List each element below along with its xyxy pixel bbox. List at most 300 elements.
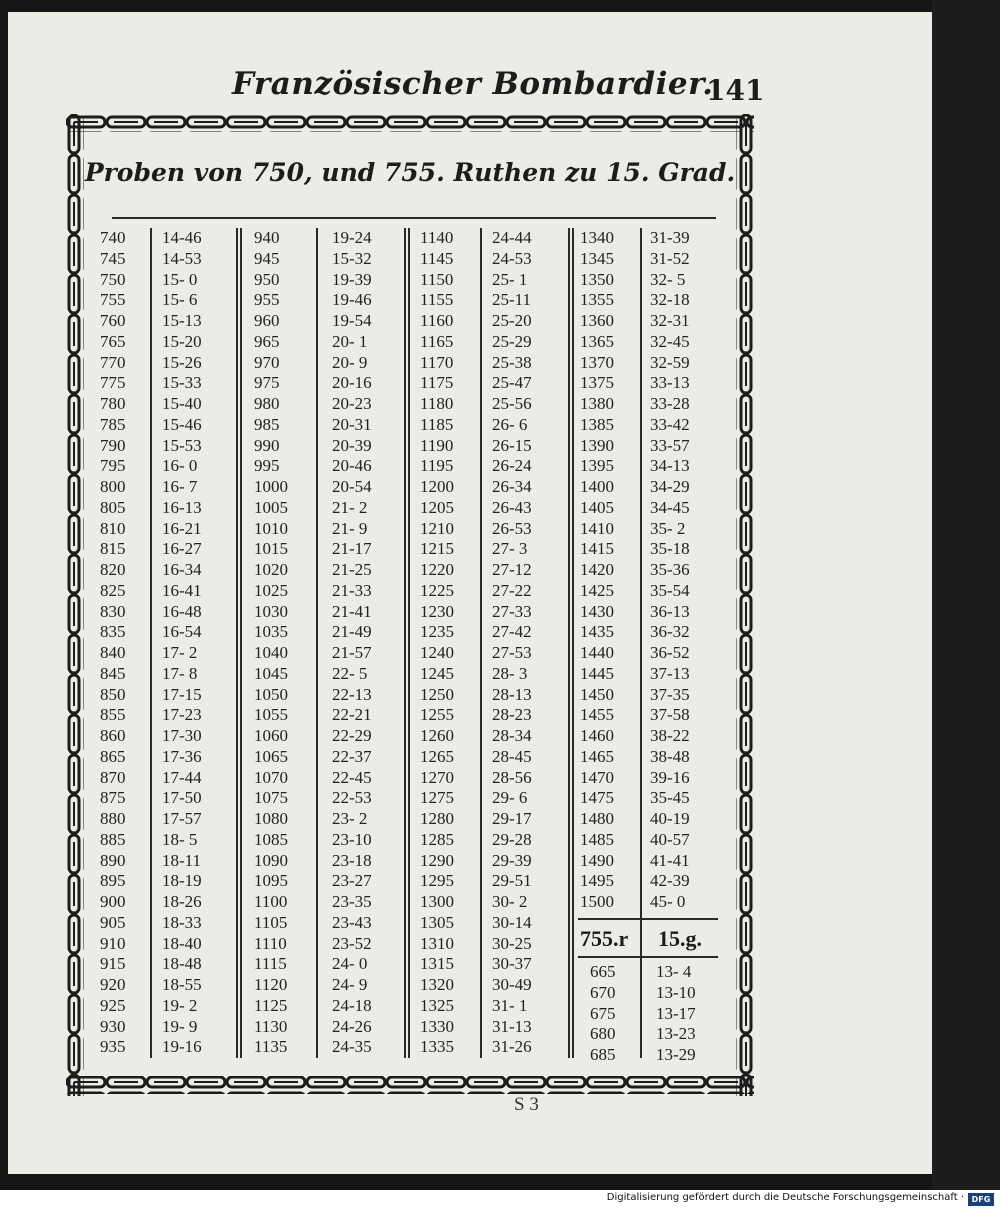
table-row xyxy=(254,456,372,477)
table-row xyxy=(580,602,690,623)
grad-minuten-value: 42-39 xyxy=(650,871,690,891)
grad-minuten-value: 21-25 xyxy=(332,560,372,579)
grad-minuten-value: 35-54 xyxy=(650,580,690,600)
grad-minuten-value: 15-40 xyxy=(162,394,202,413)
table-row xyxy=(420,892,532,913)
table-row xyxy=(100,1017,202,1038)
grad-minuten-value: 22-53 xyxy=(332,788,372,808)
ruthen-value: 1205 xyxy=(420,497,454,517)
grad-minuten-value: 13-23 xyxy=(656,1024,696,1044)
ruthen-value: 1165 xyxy=(420,331,454,351)
ruthen-value: 795 xyxy=(100,456,126,476)
grad-minuten-value: 23-43 xyxy=(332,912,372,932)
ruthen-value: 1270 xyxy=(420,767,454,787)
grad-minuten-value: 31-52 xyxy=(650,248,690,268)
ruthen-value: 1110 xyxy=(254,933,287,953)
grad-minuten-value: 21-41 xyxy=(332,601,372,621)
grad-minuten-value: 26-53 xyxy=(492,518,532,538)
table-row xyxy=(420,996,532,1017)
table-row xyxy=(254,871,372,892)
table-row xyxy=(254,996,372,1017)
grad-minuten-value: 25- 1 xyxy=(492,269,528,289)
signature-mark: S 3 xyxy=(514,1094,539,1115)
grad-minuten-value: 25-56 xyxy=(492,394,532,413)
grad-minuten-value: 40-57 xyxy=(650,829,690,849)
grad-minuten-value: 16-54 xyxy=(162,622,202,642)
ruthen-value: 1045 xyxy=(254,663,288,683)
table-row xyxy=(420,290,532,311)
grad-minuten-value: 20-23 xyxy=(332,394,372,413)
grad-minuten-value: 21-57 xyxy=(332,643,372,662)
column-divider xyxy=(568,228,570,1058)
grad-minuten-value: 19- 2 xyxy=(162,995,198,1015)
ruthen-value: 1290 xyxy=(420,850,454,870)
grad-minuten-value: 19- 9 xyxy=(162,1016,198,1036)
ruthen-value: 970 xyxy=(254,352,280,372)
column-divider xyxy=(572,228,574,1058)
ruthen-value: 1025 xyxy=(254,580,288,600)
table-row xyxy=(580,871,690,892)
grad-minuten-value: 21-33 xyxy=(332,580,372,600)
grad-minuten-value: 30-14 xyxy=(492,912,532,932)
table-row xyxy=(254,290,372,311)
table-row xyxy=(580,373,690,394)
ruthen-value: 680 xyxy=(590,1024,616,1044)
ruthen-value: 1100 xyxy=(254,892,288,911)
grad-minuten-value: 15-13 xyxy=(162,311,202,330)
grad-minuten-value: 19-54 xyxy=(332,311,372,330)
grad-minuten-value: 19-46 xyxy=(332,290,372,310)
grad-minuten-value: 18-40 xyxy=(162,933,202,953)
ruthen-value: 765 xyxy=(100,331,126,351)
table-row xyxy=(580,456,690,477)
ruthen-value: 1075 xyxy=(254,788,288,808)
table-row xyxy=(254,622,372,643)
ruthen-value: 790 xyxy=(100,435,126,455)
ruthen-value: 805 xyxy=(100,497,126,517)
ruthen-value: 920 xyxy=(100,975,126,994)
ruthen-value: 1460 xyxy=(580,726,614,745)
ruthen-value: 815 xyxy=(100,539,126,559)
grad-minuten-value: 35- 2 xyxy=(650,518,686,538)
table-row xyxy=(580,311,690,332)
ruthen-value: 1305 xyxy=(420,912,454,932)
table-row xyxy=(580,539,690,560)
ruthen-value: 1385 xyxy=(580,414,614,434)
table-row xyxy=(580,685,690,706)
ruthen-value: 800 xyxy=(100,477,126,496)
ruthen-value: 1035 xyxy=(254,622,288,642)
grad-minuten-value: 24- 0 xyxy=(332,954,368,974)
ruthen-value: 770 xyxy=(100,352,126,372)
ruthen-value: 1480 xyxy=(580,809,614,828)
table-row xyxy=(100,664,202,685)
grad-minuten-value: 16-27 xyxy=(162,539,202,559)
ruthen-value: 1055 xyxy=(254,705,288,725)
table-row xyxy=(100,477,202,498)
ruthen-value: 905 xyxy=(100,912,126,932)
table-row xyxy=(580,705,690,726)
ruthen-value: 780 xyxy=(100,394,126,413)
ruthen-value: 935 xyxy=(100,1037,126,1057)
table-row xyxy=(100,228,202,249)
grad-minuten-value: 22-37 xyxy=(332,746,372,766)
ruthen-value: 1300 xyxy=(420,892,454,911)
grad-minuten-value: 30-25 xyxy=(492,933,532,953)
table-row xyxy=(254,436,372,457)
ruthen-value: 875 xyxy=(100,788,126,808)
table-row xyxy=(254,332,372,353)
ruthen-value: 960 xyxy=(254,311,280,330)
grad-minuten-value: 34-29 xyxy=(650,477,690,496)
table-row xyxy=(420,519,532,540)
table-row xyxy=(100,311,202,332)
table-row xyxy=(420,249,532,270)
ruthen-value: 925 xyxy=(100,995,126,1015)
grad-minuten-value: 24-44 xyxy=(492,228,532,247)
table-row xyxy=(580,415,690,436)
grad-minuten-value: 22- 5 xyxy=(332,663,368,683)
ruthen-value: 1145 xyxy=(420,248,454,268)
ruthen-value: 1325 xyxy=(420,995,454,1015)
grad-minuten-value: 17-30 xyxy=(162,726,202,745)
grad-minuten-value: 13-10 xyxy=(656,982,696,1002)
column-divider xyxy=(408,228,410,1058)
grad-minuten-value: 29-28 xyxy=(492,829,532,849)
ruthen-value: 825 xyxy=(100,580,126,600)
grad-minuten-value: 21- 2 xyxy=(332,497,368,517)
ruthen-value: 955 xyxy=(254,290,280,310)
table-row xyxy=(420,456,532,477)
ruthen-value: 1085 xyxy=(254,829,288,849)
ruthen-value: 1240 xyxy=(420,643,454,662)
grad-minuten-value: 32-45 xyxy=(650,331,690,351)
table-row xyxy=(254,581,372,602)
ruthen-value: 1160 xyxy=(420,311,454,330)
table-row xyxy=(420,332,532,353)
grad-minuten-value: 28-34 xyxy=(492,726,532,745)
table-row xyxy=(100,830,202,851)
grad-minuten-value: 28-45 xyxy=(492,746,532,766)
dfg-logo-icon: DFG xyxy=(968,1193,994,1206)
table-row xyxy=(580,581,690,602)
grad-minuten-value: 16- 7 xyxy=(162,477,198,496)
table-row xyxy=(254,353,372,374)
sub-header-grad: 15.g. xyxy=(658,926,702,951)
table-row xyxy=(420,560,532,581)
grad-minuten-value: 35-36 xyxy=(650,560,690,579)
ruthen-value: 1260 xyxy=(420,726,454,745)
ruthen-value: 760 xyxy=(100,311,126,330)
grad-minuten-value: 27-53 xyxy=(492,643,532,662)
table-row xyxy=(100,913,202,934)
table-row xyxy=(254,913,372,934)
table-row xyxy=(420,394,532,415)
table-row xyxy=(580,643,690,664)
ruthen-value: 1230 xyxy=(420,601,454,621)
grad-minuten-value: 22-45 xyxy=(332,767,372,787)
table-row xyxy=(100,871,202,892)
grad-minuten-value: 13-17 xyxy=(656,1003,696,1023)
table-row xyxy=(254,373,372,394)
ruthen-value: 1180 xyxy=(420,394,454,413)
grad-minuten-value: 33-13 xyxy=(650,373,690,393)
ruthen-value: 1365 xyxy=(580,331,614,351)
ruthen-value: 1040 xyxy=(254,643,288,662)
table-row xyxy=(254,851,372,872)
grad-minuten-value: 36-32 xyxy=(650,622,690,642)
grad-minuten-value: 20-16 xyxy=(332,373,372,393)
table-row xyxy=(100,643,202,664)
table-row xyxy=(590,1045,696,1066)
ruthen-value: 1265 xyxy=(420,746,454,766)
grad-minuten-value: 18-26 xyxy=(162,892,202,911)
table-row xyxy=(100,705,202,726)
grad-minuten-value: 19-24 xyxy=(332,228,372,247)
grad-minuten-value: 15- 0 xyxy=(162,269,198,289)
table-row xyxy=(254,954,372,975)
ruthen-value: 1475 xyxy=(580,788,614,808)
table-row xyxy=(590,983,696,1004)
grad-minuten-value: 39-16 xyxy=(650,767,690,787)
table-row xyxy=(254,270,372,291)
ruthen-value: 1000 xyxy=(254,477,288,496)
grad-minuten-value: 20-31 xyxy=(332,414,372,434)
ruthen-value: 840 xyxy=(100,643,126,662)
ruthen-value: 1175 xyxy=(420,373,454,393)
ruthen-value: 860 xyxy=(100,726,126,745)
grad-minuten-value: 23-35 xyxy=(332,892,372,911)
table-row xyxy=(420,643,532,664)
table-column-4 xyxy=(580,228,690,913)
footer-credit: Digitalisierung gefördert durch die Deutsche Forschungsgemeinschaft · xyxy=(606,1192,964,1203)
scan-background xyxy=(932,0,1000,1190)
ruthen-value: 745 xyxy=(100,248,126,268)
grad-minuten-value: 17-23 xyxy=(162,705,202,725)
table-row xyxy=(580,892,690,913)
grad-minuten-value: 28-23 xyxy=(492,705,532,725)
ruthen-value: 1350 xyxy=(580,269,614,289)
grad-minuten-value: 25-38 xyxy=(492,352,532,372)
grad-minuten-value: 17-44 xyxy=(162,767,202,787)
table-row xyxy=(254,228,372,249)
ruthen-value: 1150 xyxy=(420,269,454,289)
grad-minuten-value: 28-56 xyxy=(492,767,532,787)
grad-minuten-value: 41-41 xyxy=(650,850,690,870)
table-column-2 xyxy=(254,228,372,1058)
table-row xyxy=(254,249,372,270)
grad-minuten-value: 32-59 xyxy=(650,352,690,372)
ruthen-value: 1255 xyxy=(420,705,454,725)
grad-minuten-value: 15-26 xyxy=(162,352,202,372)
grad-minuten-value: 31-39 xyxy=(650,228,690,247)
table-row xyxy=(254,311,372,332)
ruthen-value: 1430 xyxy=(580,601,614,621)
ruthen-value: 1390 xyxy=(580,435,614,455)
grad-minuten-value: 22-21 xyxy=(332,705,372,725)
table-row xyxy=(100,560,202,581)
table-row xyxy=(100,332,202,353)
grad-minuten-value: 34-45 xyxy=(650,497,690,517)
ruthen-value: 950 xyxy=(254,269,280,289)
grad-minuten-value: 17-36 xyxy=(162,746,202,766)
table-row xyxy=(420,809,532,830)
ruthen-value: 1315 xyxy=(420,954,454,974)
ruthen-value: 1210 xyxy=(420,518,454,538)
ruthen-value: 1370 xyxy=(580,352,614,372)
grad-minuten-value: 16-41 xyxy=(162,580,202,600)
ruthen-value: 1340 xyxy=(580,228,614,247)
table-row xyxy=(254,830,372,851)
table-row xyxy=(100,539,202,560)
table-row xyxy=(590,1024,696,1045)
table-row xyxy=(254,705,372,726)
table-row xyxy=(100,954,202,975)
grad-minuten-value: 26- 6 xyxy=(492,414,528,434)
ruthen-value: 975 xyxy=(254,373,280,393)
ruthen-value: 995 xyxy=(254,456,280,476)
ruthen-value: 1235 xyxy=(420,622,454,642)
table-row xyxy=(420,788,532,809)
grad-minuten-value: 27-33 xyxy=(492,601,532,621)
ruthen-value: 985 xyxy=(254,414,280,434)
ruthen-value: 1125 xyxy=(254,995,288,1015)
ruthen-value: 1455 xyxy=(580,705,614,725)
table-row xyxy=(100,788,202,809)
ruthen-value: 910 xyxy=(100,933,126,953)
grad-minuten-value: 45- 0 xyxy=(650,892,686,911)
ruthen-value: 1470 xyxy=(580,767,614,787)
grad-minuten-value: 40-19 xyxy=(650,809,690,828)
table-row xyxy=(420,477,532,498)
table-row xyxy=(420,415,532,436)
grad-minuten-value: 17-15 xyxy=(162,684,202,704)
grad-minuten-value: 21- 9 xyxy=(332,518,368,538)
ruthen-value: 865 xyxy=(100,746,126,766)
ruthen-value: 1330 xyxy=(420,1016,454,1036)
table-row xyxy=(254,560,372,581)
table-row xyxy=(100,622,202,643)
grad-minuten-value: 23- 2 xyxy=(332,809,368,828)
grad-minuten-value: 18-55 xyxy=(162,975,202,994)
grad-minuten-value: 38-22 xyxy=(650,726,690,745)
table-row xyxy=(420,436,532,457)
table-row xyxy=(420,934,532,955)
table-row xyxy=(254,643,372,664)
ruthen-value: 1015 xyxy=(254,539,288,559)
table-row xyxy=(580,830,690,851)
table-row xyxy=(580,353,690,374)
ruthen-value: 1170 xyxy=(420,352,454,372)
table-row xyxy=(254,934,372,955)
grad-minuten-value: 33-28 xyxy=(650,394,690,413)
grad-minuten-value: 25-20 xyxy=(492,311,532,330)
grad-minuten-value: 35-45 xyxy=(650,788,690,808)
table-row xyxy=(254,519,372,540)
grad-minuten-value: 35-18 xyxy=(650,539,690,559)
footer-bar xyxy=(0,1190,1000,1210)
table-row xyxy=(100,602,202,623)
grad-minuten-value: 30-37 xyxy=(492,954,532,974)
table-row xyxy=(580,809,690,830)
grad-minuten-value: 31-13 xyxy=(492,1016,532,1036)
grad-minuten-value: 32- 5 xyxy=(650,269,686,289)
ruthen-value: 830 xyxy=(100,601,126,621)
ruthen-value: 820 xyxy=(100,560,126,579)
ruthen-value: 1395 xyxy=(580,456,614,476)
grad-minuten-value: 18-48 xyxy=(162,954,202,974)
ruthen-value: 1435 xyxy=(580,622,614,642)
table-row xyxy=(420,228,532,249)
grad-minuten-value: 34-13 xyxy=(650,456,690,476)
table-row xyxy=(420,913,532,934)
grad-minuten-value: 27-42 xyxy=(492,622,532,642)
ruthen-value: 1185 xyxy=(420,414,454,434)
ruthen-value: 1060 xyxy=(254,726,288,745)
grad-minuten-value: 15-53 xyxy=(162,435,202,455)
table-row xyxy=(254,747,372,768)
ruthen-value: 1345 xyxy=(580,248,614,268)
grad-minuten-value: 33-42 xyxy=(650,414,690,434)
table-row xyxy=(420,871,532,892)
ruthen-value: 1375 xyxy=(580,373,614,393)
table-row xyxy=(580,664,690,685)
table-row xyxy=(580,270,690,291)
ruthen-value: 1465 xyxy=(580,746,614,766)
sub-table-rule xyxy=(578,956,718,958)
grad-minuten-value: 20-39 xyxy=(332,435,372,455)
table-row xyxy=(580,332,690,353)
ruthen-value: 1295 xyxy=(420,871,454,891)
grad-minuten-value: 31- 1 xyxy=(492,995,528,1015)
grad-minuten-value: 20-46 xyxy=(332,456,372,476)
ruthen-value: 1115 xyxy=(254,954,287,974)
grad-minuten-value: 17-50 xyxy=(162,788,202,808)
table-row xyxy=(254,394,372,415)
table-row xyxy=(420,539,532,560)
table-row xyxy=(420,726,532,747)
ruthen-value: 880 xyxy=(100,809,126,828)
table-row xyxy=(100,353,202,374)
ruthen-value: 930 xyxy=(100,1016,126,1036)
table-heading: Proben von 750, und 755. Ruthen zu 15. Grad. xyxy=(84,158,736,187)
table-column-3 xyxy=(420,228,532,1058)
running-title: Französischer Bombardier. xyxy=(232,66,714,102)
table-row xyxy=(254,726,372,747)
ruthen-value: 1005 xyxy=(254,497,288,517)
table-row xyxy=(420,373,532,394)
table-row xyxy=(420,768,532,789)
grad-minuten-value: 33-57 xyxy=(650,435,690,455)
ruthen-value: 1200 xyxy=(420,477,454,496)
grad-minuten-value: 26-15 xyxy=(492,435,532,455)
grad-minuten-value: 25-29 xyxy=(492,331,532,351)
grad-minuten-value: 23-52 xyxy=(332,933,372,953)
grad-minuten-value: 25-47 xyxy=(492,373,532,393)
grad-minuten-value: 20- 1 xyxy=(332,331,368,351)
grad-minuten-value: 24-18 xyxy=(332,995,372,1015)
ruthen-value: 1495 xyxy=(580,871,614,891)
ruthen-value: 1450 xyxy=(580,684,614,704)
table-row xyxy=(100,809,202,830)
ruthen-value: 835 xyxy=(100,622,126,642)
table-row xyxy=(100,581,202,602)
table-row xyxy=(100,290,202,311)
grad-minuten-value: 32-18 xyxy=(650,290,690,310)
table-row xyxy=(420,498,532,519)
grad-minuten-value: 23-18 xyxy=(332,850,372,870)
ruthen-value: 1500 xyxy=(580,892,614,911)
